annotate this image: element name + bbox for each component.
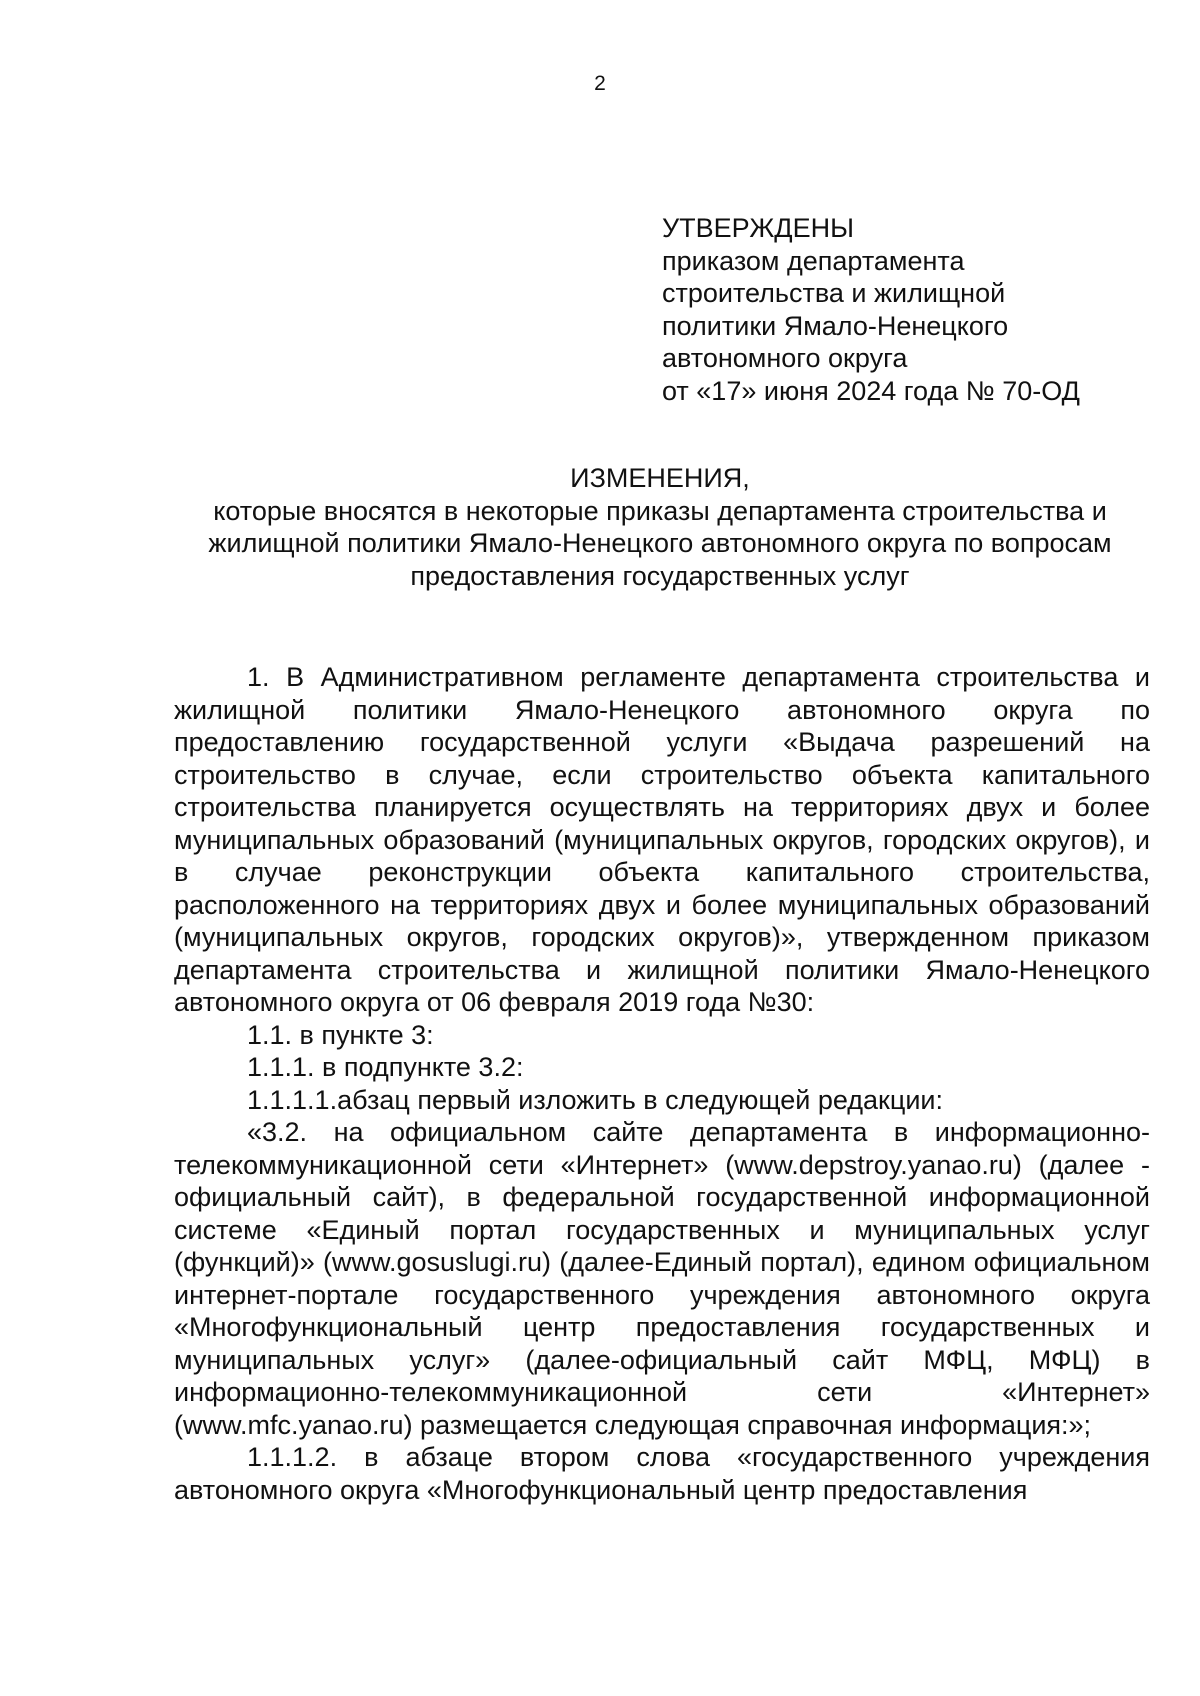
document-subtitle: которые вносятся в некоторые приказы департамента строительства и жилищной политики Ямало-Ненецкого автономного округа по вопросам предоставления государственных услуг bbox=[208, 495, 1112, 591]
body-paragraph: 1.1. в пункте 3: bbox=[247, 1019, 434, 1050]
document-heading bbox=[160, 462, 1160, 592]
body-paragraph: «3.2. на официальном сайте департамента в информационно-телекоммуникационной сети «Интернет» (www.depstroy.yanao.ru) (далее - официальный сайт), в федеральной государственной информационной системе «Единый портал государственных и муниципальных услуг (функций)» (www.gosuslugi.ru) (далее-Единый портал), едином официальном интернет-портале государственного учреждения автономного округа «Многофункциональный центр предоставления государственных и муниципальных услуг» (далее-официальный сайт МФЦ, МФЦ) в информационно-телекоммуникационной сети «Интернет» (www.mfc.yanao.ru) размещается следующая справочная информация:»; bbox=[174, 1117, 1150, 1440]
approval-title: УТВЕРЖДЕНЫ bbox=[662, 213, 854, 243]
approval-date-number: от «17» июня 2024 года № 70-ОД bbox=[662, 375, 1080, 406]
approval-line: политики Ямало-Ненецкого bbox=[662, 310, 1009, 341]
approval-line: автономного округа bbox=[662, 343, 908, 373]
approval-block bbox=[662, 212, 1162, 407]
body-paragraph: 1.1.1.2. в абзаце втором слова «государственного учреждения автономного округа «Многофункциональный центр предоставления bbox=[174, 1442, 1150, 1505]
body-paragraph: 1.1.1.1.абзац первый изложить в следующей редакции: bbox=[247, 1084, 944, 1115]
body-paragraph: 1.1.1. в подпункте 3.2: bbox=[247, 1052, 524, 1082]
page-number: 2 bbox=[594, 72, 606, 95]
approval-line: строительства и жилищной bbox=[662, 278, 1006, 308]
document-title: ИЗМЕНЕНИЯ, bbox=[570, 463, 750, 493]
body-paragraph: 1. В Административном регламенте департамента строительства и жилищной политики Ямало-Ненецкого автономного округа по предоставлению государственной услуги «Выдача разрешений на строительство в случае, если строительство объекта капитального строительства планируется осуществлять на территориях двух и более муниципальных образований (муниципальных округов, городских округов), и в случае реконструкции объекта капитального строительства, расположенного на территориях двух и более муниципальных образований (муниципальных округов, городских округов)», утвержденном приказом департамента строительства и жилищной политики Ямало-Ненецкого автономного округа от 06 февраля 2019 года №30: bbox=[174, 662, 1150, 1017]
document-body bbox=[174, 661, 1150, 1506]
approval-line: приказом департамента bbox=[662, 245, 965, 276]
